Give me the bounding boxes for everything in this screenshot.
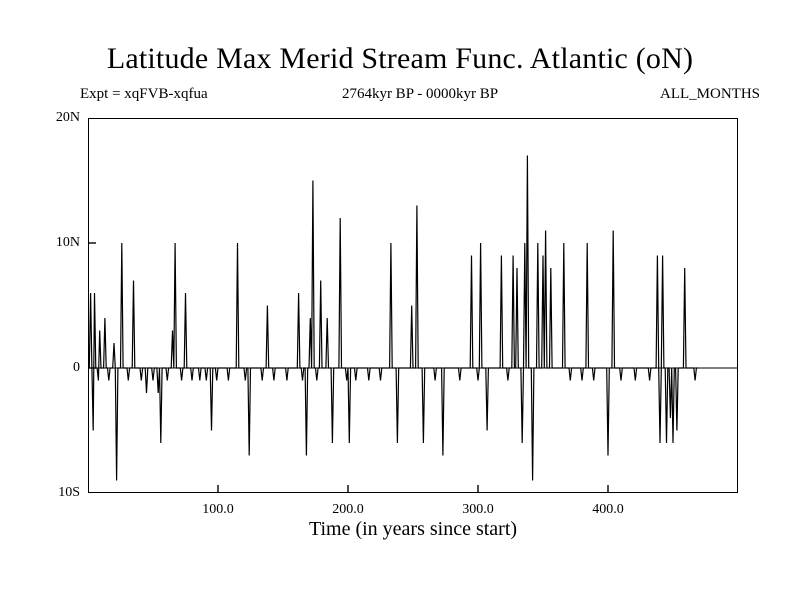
x-tick-label: 300.0 (462, 502, 494, 517)
x-tick-label: 400.0 (592, 502, 624, 517)
x-axis-label: Time (in years since start) (308, 518, 518, 540)
x-tick-label: 100.0 (202, 502, 234, 517)
y-tick-label: 10N (55, 235, 80, 250)
subtitle-row (80, 86, 760, 106)
y-tick-label: 0 (73, 360, 80, 375)
experiment-label: Expt = xqFVB-xqfua (80, 86, 208, 102)
months-label: ALL_MONTHS (660, 86, 760, 102)
plot-area (55, 110, 738, 517)
period-label: 2764kyr BP - 0000kyr BP (341, 86, 499, 102)
y-tick-label: 10S (58, 485, 80, 500)
series-line-plot (88, 118, 738, 493)
y-tick-label: 20N (55, 110, 80, 125)
page-title: Latitude Max Merid Stream Func. Atlantic (oN) (106, 42, 694, 75)
x-tick-label: 200.0 (332, 502, 364, 517)
